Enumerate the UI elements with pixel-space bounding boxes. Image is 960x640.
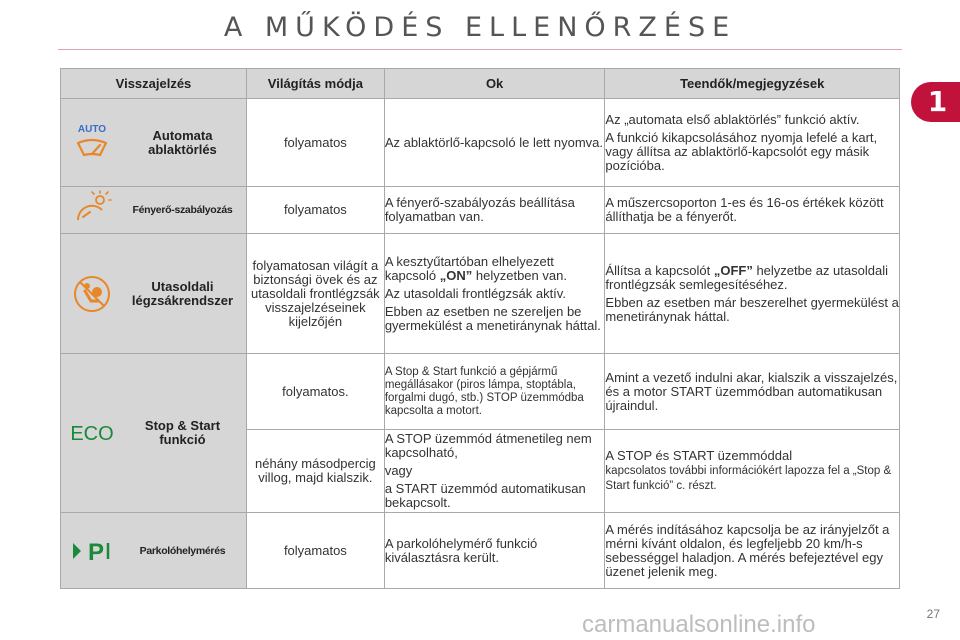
parking-sensor-icon [61, 537, 123, 565]
cause-cell [384, 187, 605, 234]
note-text: A mérés indításához kapcsolja be az irányjelzőt a mérni kívánt oldalon, és legfeljebb 20 km/h-s sebességgel haladjon. A mérés befejeztével egy üzenet jelenik meg. [605, 521, 890, 579]
note-text: A STOP és START üzemmóddal kapcsolatos további információkért lapozza fel a „Stop & Start funkció” c. részt. [605, 448, 892, 493]
cause-text: Az utasoldali frontlégzsák aktív. [384, 285, 566, 301]
table-header-row [61, 69, 900, 99]
watermark: carmanualsonline.info [582, 611, 816, 638]
note-text: Az „automata első ablaktörlés” funkció aktív. [605, 111, 860, 127]
signal-name: Automata ablaktörlés [148, 127, 217, 157]
header-note: Teendők/megjegyzések [605, 69, 900, 99]
mode-cell: folyamatos [246, 187, 384, 234]
header-mode: Világítás módja [246, 69, 384, 99]
header-signal: Visszajelzés [61, 69, 247, 99]
page-title: A MŰKÖDÉS ELLENŐRZÉSE [223, 12, 737, 43]
signal-name: Parkolóhelymérés [139, 544, 226, 557]
note-text: Állítsa a kapcsolót „OFF” helyzetbe az utasoldali frontlégzsák semlegesítéséhez. [605, 262, 888, 292]
signal-cell [61, 187, 247, 234]
cause-text: a START üzemmód automatikusan bekapcsolt. [384, 481, 586, 511]
mode-cell: folyamatos. [246, 354, 384, 430]
passenger-airbag-off-icon [61, 274, 123, 314]
indicator-table [60, 68, 900, 589]
cause-text: A kesztyűtartóban elhelyezett kapcsoló „ON” helyzetben van. [384, 253, 567, 283]
cause-text: vagy [384, 463, 413, 479]
cause-cell [384, 354, 605, 430]
page-number: 27 [926, 607, 940, 621]
cause-cell [384, 234, 605, 354]
table-row [61, 99, 900, 187]
mode-cell: folyamatos [246, 99, 384, 187]
cause-text: A STOP üzemmód átmenetileg nem kapcsolható, [384, 431, 592, 461]
table-row [61, 187, 900, 234]
auto-label: AUTO [77, 123, 107, 135]
note-cell [605, 234, 900, 354]
signal-cell [61, 234, 247, 354]
title-divider [58, 49, 902, 50]
table-row [61, 354, 900, 430]
signal-cell [61, 513, 247, 589]
cause-cell [384, 430, 605, 513]
cause-cell [384, 99, 605, 187]
signal-cell [61, 354, 247, 513]
cause-text: Az ablaktörlő-kapcsoló le lett nyomva. [384, 134, 604, 150]
note-cell [605, 354, 900, 430]
signal-name: Stop & Start funkció [144, 418, 221, 447]
mode-cell: néhány másodpercig villog, majd kialszik. [246, 430, 384, 513]
cause-text: A parkolóhelymérő funkció kiválasztásra került. [384, 535, 538, 565]
note-cell [605, 430, 900, 513]
note-text: A műszercsoporton 1-es és 16-os értékek között állíthatja be a fényerőt. [605, 195, 884, 224]
chapter-tab[interactable]: 1 [911, 82, 960, 122]
cause-cell [384, 513, 605, 589]
signal-cell [61, 99, 247, 187]
auto-wiper-icon [61, 121, 123, 165]
table-row [61, 513, 900, 589]
eco-label: ECO [70, 423, 114, 445]
note-text: Amint a vezető indulni akar, kialszik a visszajelzés, és a motor START üzemmódban automatikusan újraindul. [605, 369, 898, 413]
parking-label: P [87, 538, 105, 565]
mode-cell: folyamatosan világít a biztonsági övek és az utasoldali frontlégzsák visszajelzéseinek kijelzőjén [246, 234, 384, 354]
signal-name: Utasoldali légzsákrendszer [131, 278, 234, 308]
signal-name: Fényerő-szabályozás [132, 204, 233, 216]
header-cause: Ok [384, 69, 605, 99]
note-cell [605, 99, 900, 187]
brightness-dial-icon [61, 190, 123, 230]
eco-icon [61, 421, 123, 445]
note-text: Ebben az esetben már beszerelhet gyermekülést a menetiránynak háttal. [605, 294, 899, 324]
table-row [61, 234, 900, 354]
cause-text: A fényerő-szabályozás beállítása folyamatban van. [384, 195, 575, 224]
note-text: A funkció kikapcsolásához nyomja lefelé a kart, vagy állítsa az ablaktörlő-kapcsolót egy másik pozícióba. [605, 129, 878, 173]
mode-cell: folyamatos [246, 513, 384, 589]
note-cell [605, 187, 900, 234]
cause-text: Ebben az esetben ne szereljen be gyermekülést a menetiránynak háttal. [384, 303, 601, 333]
note-cell [605, 513, 900, 589]
cause-text: A Stop & Start funkció a gépjármű megállásakor (piros lámpa, stoptábla, forgalmi dugó, stb.) STOP üzemmódba kapcsolta a motort. [384, 365, 584, 417]
